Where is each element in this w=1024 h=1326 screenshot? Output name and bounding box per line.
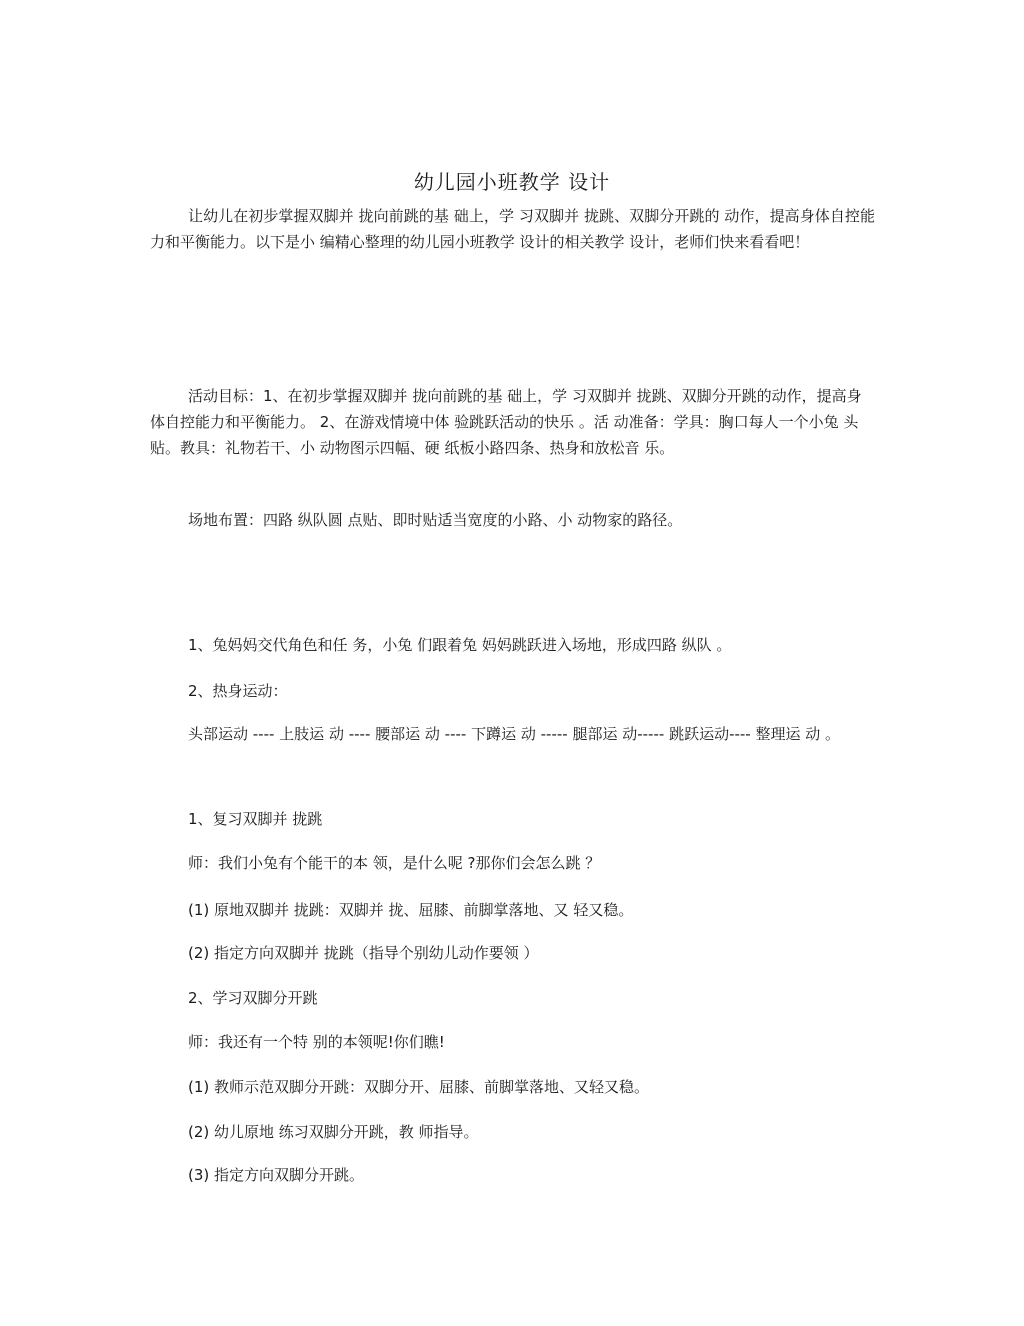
review-step-1: (1) 原地双脚并 拢跳：双脚并 拢、屈膝、前脚掌落地、又 轻又稳。	[188, 901, 634, 919]
review-step-2: (2) 指定方向双脚并 拢跳（指导个别幼儿动作要领 ）	[188, 944, 539, 962]
teacher-question-1: 师：我们小兔有个能干的本 领，是什么呢 ?那你们会怎么跳 ？	[188, 854, 601, 872]
document-title: 幼儿园小班教学 设计	[413, 170, 611, 194]
teacher-question-2: 师：我还有一个特 别的本领呢!你们瞧!	[188, 1033, 445, 1051]
warmup-sequence: 头部运动 ---- 上肢运 动 ---- 腰部运 动 ---- 下蹲运 动 ----- 腿部运 动----- 跳跃运动---- 整理运 动 。	[188, 725, 841, 743]
intro-paragraph: 让幼儿在初步掌握双脚并 拢向前跳的基 础上，学 习双脚并 拢跳、双脚分开跳的 动作，提高身体自控能力和平衡能力。以下是小 编精心整理的幼儿园小班教学 设计的相关教学 设计，老师们快来看看吧！	[150, 207, 875, 251]
activity-goal-paragraph: 活动目标：1、在初步掌握双脚并 拢向前跳的基 础上，学 习双脚并 拢跳、双脚分开跳的动作，提高身体自控能力和平衡能力。 2、在游戏情境中体 验跳跃活动的快乐 。活 动准备：学具：胸口每人一个小兔 头贴。教具：礼物若干、小 动物图示四幅、硬 纸板小路四条、热身和放松音 乐。	[150, 387, 862, 457]
learn-step-2: (2) 幼儿原地 练习双脚分开跳，教 师指导。	[188, 1123, 479, 1141]
step-enter-venue: 1、兔妈妈交代角色和任 务，小兔 们跟着兔 妈妈跳跃进入场地，形成四路 纵队 。	[188, 636, 732, 654]
section-learn-heading: 2、学习双脚分开跳	[188, 989, 318, 1007]
section-review-heading: 1、复习双脚并 拢跳	[188, 810, 323, 828]
learn-step-3: (3) 指定方向双脚分开跳。	[188, 1166, 365, 1184]
step-warmup-heading: 2、热身运动：	[188, 682, 288, 700]
venue-layout-paragraph: 场地布置：四路 纵队圆 点贴、即时贴适当宽度的小路、小 动物家的路径。	[188, 511, 683, 529]
learn-step-1: (1) 教师示范双脚分开跳：双脚分开、屈膝、前脚掌落地、又轻又稳。	[188, 1078, 650, 1096]
